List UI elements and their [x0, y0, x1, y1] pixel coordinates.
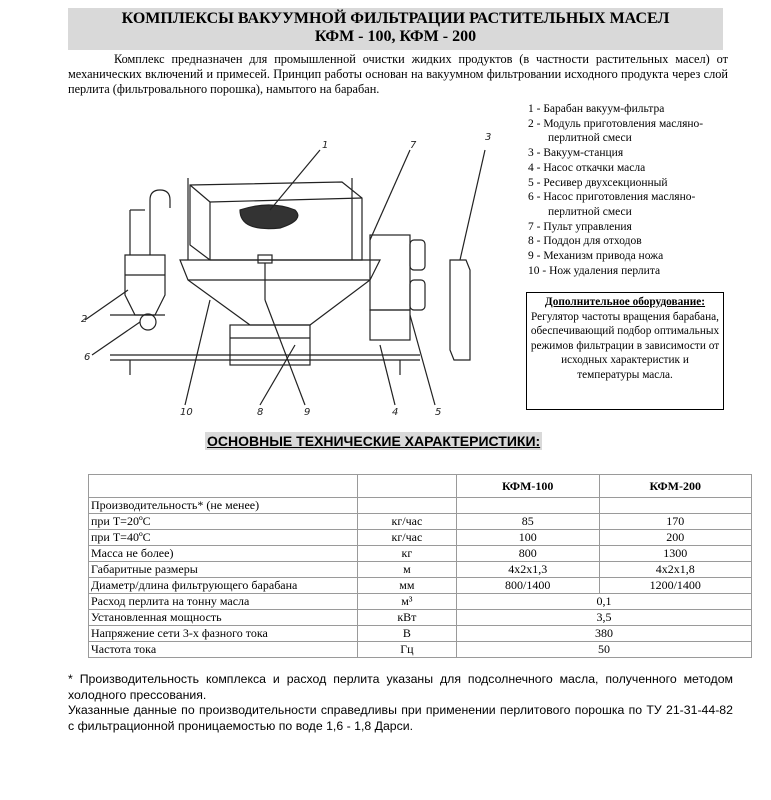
unit-cell: В — [357, 626, 456, 642]
callout-6: 6 — [84, 352, 91, 363]
title-line-1: КОМПЛЕКСЫ ВАКУУМНОЙ ФИЛЬТРАЦИИ РАСТИТЕЛЬНЫХ МАСЕЛ — [121, 10, 670, 27]
value-cell: 380 — [456, 626, 751, 642]
unit-cell: кг/час — [357, 514, 456, 530]
table-row — [89, 530, 752, 546]
title-line-2: КФМ - 100, КФМ - 200 — [314, 28, 477, 45]
header-cell — [89, 475, 358, 498]
knife-drive — [258, 255, 272, 263]
header-cell — [357, 475, 456, 498]
unit-cell: кг/час — [357, 530, 456, 546]
callout-2: 2 — [81, 314, 88, 325]
value-cell: 4х2х1,8 — [599, 562, 751, 578]
value-cell — [456, 498, 599, 514]
param-cell: Габаритные размеры — [89, 562, 358, 578]
drum-label-plate — [240, 205, 298, 229]
value-cell: 1200/1400 — [599, 578, 751, 594]
table-header-row — [89, 475, 752, 498]
callout-1: 1 — [322, 140, 329, 151]
legend-item: 2 - Модуль приготовления масляно-перлитной смеси — [528, 117, 704, 145]
callout-5: 5 — [435, 407, 442, 418]
waste-tray — [230, 325, 310, 365]
pump-6 — [140, 314, 156, 330]
unit-cell: кг — [357, 546, 456, 562]
header-kfm100: КФМ-100 — [456, 475, 599, 498]
unit-cell: Гц — [357, 642, 456, 658]
intro-paragraph: Комплекс предназначен для промышленной очистки жидких продуктов (в частности растительных масел) от механических включений и примесей. Принцип работы основан на вакуумном фильтровании исходного продукта через слой перлита (фильтровального порошка), намытого на барабан. — [68, 52, 728, 96]
tech-specs-title: ОСНОВНЫЕ ТЕХНИЧЕСКИЕ ХАРАКТЕРИСТИКИ: — [207, 433, 541, 449]
legend-item: 4 - Насос откачки масла — [528, 161, 646, 174]
additional-equipment-heading: Дополнительное оборудование: — [544, 296, 706, 308]
callout-7: 7 — [410, 140, 417, 151]
footnote-line-1: * Производительность комплекса и расход перлита указаны для подсолнечного масла, полученного методом холодного прессования. — [68, 672, 733, 702]
param-cell: Масса не более) — [89, 546, 358, 562]
header-kfm200: КФМ-200 — [599, 475, 751, 498]
parts-legend — [528, 102, 728, 278]
unit-cell: м³ — [357, 594, 456, 610]
value-cell: 4х2х1,3 — [456, 562, 599, 578]
param-cell: Частота тока — [89, 642, 358, 658]
specs-table — [88, 474, 752, 658]
legend-item: 7 - Пульт управления — [528, 220, 632, 233]
table-row — [89, 642, 752, 658]
additional-equipment-text: Регулятор частоты вращения барабана, обеспечивающий подбор оптимальных режимов фильтрации в зависимости от исходных характеристик и температуры масла. — [530, 310, 720, 381]
legend-item: 10 - Нож удаления перлита — [528, 264, 661, 277]
table-row — [89, 610, 752, 626]
table-row — [89, 546, 752, 562]
unit-cell — [357, 498, 456, 514]
value-cell: 100 — [456, 530, 599, 546]
additional-equipment-box — [526, 292, 724, 410]
table-row — [89, 594, 752, 610]
pipe — [150, 190, 170, 255]
callout-8: 8 — [257, 407, 264, 418]
value-cell: 800 — [456, 546, 599, 562]
param-cell: Расход перлита на тонну масла — [89, 594, 358, 610]
footnote-line-2: Указанные данные по производительности справедливы при применении перлитового порошка по ТУ 21-31-44-82 с фильтрационной проницаемостью по воде 1,6 - 1,8 Дарси. — [68, 703, 733, 733]
hopper — [180, 260, 380, 325]
table-row — [89, 498, 752, 514]
unit-cell: кВт — [357, 610, 456, 626]
legend-item: 5 - Ресивер двухсекционный — [528, 176, 668, 189]
table-row — [89, 626, 752, 642]
legend-item: 1 - Барабан вакуум-фильтра — [528, 103, 665, 115]
legend-item: 3 - Вакуум-станция — [528, 147, 624, 160]
document-title — [68, 8, 723, 50]
callout-9: 9 — [304, 407, 311, 418]
callout-10: 10 — [180, 407, 193, 418]
param-cell: Диаметр/длина фильтрующего барабана — [89, 578, 358, 594]
unit-cell: мм — [357, 578, 456, 594]
param-cell: Напряжение сети 3-х фазного тока — [89, 626, 358, 642]
table-row — [89, 514, 752, 530]
table-row — [89, 578, 752, 594]
legend-item: 6 - Насос приготовления масляно-перлитной смеси — [528, 191, 696, 218]
value-cell: 200 — [599, 530, 751, 546]
unit-cell: м — [357, 562, 456, 578]
footnote — [68, 672, 733, 734]
callout-3: 3 — [485, 132, 492, 143]
equipment-drawing — [70, 110, 510, 420]
value-cell: 3,5 — [456, 610, 751, 626]
value-cell: 170 — [599, 514, 751, 530]
param-cell: Производительность* (не менее) — [89, 498, 358, 514]
param-cell: при Т=20ºС — [89, 514, 358, 530]
mixing-module — [125, 255, 165, 315]
legend-item: 8 - Поддон для отходов — [528, 235, 642, 248]
value-cell — [599, 498, 751, 514]
table-row — [89, 562, 752, 578]
control-panel — [450, 260, 470, 360]
value-cell: 0,1 — [456, 594, 751, 610]
param-cell: Установленная мощность — [89, 610, 358, 626]
vacuum-station — [370, 235, 410, 310]
param-cell: при Т=40ºС — [89, 530, 358, 546]
value-cell: 85 — [456, 514, 599, 530]
value-cell: 800/1400 — [456, 578, 599, 594]
value-cell: 1300 — [599, 546, 751, 562]
receiver — [370, 310, 410, 340]
callout-4: 4 — [392, 407, 399, 418]
value-cell: 50 — [456, 642, 751, 658]
legend-item: 9 - Механизм привода ножа — [528, 250, 664, 263]
